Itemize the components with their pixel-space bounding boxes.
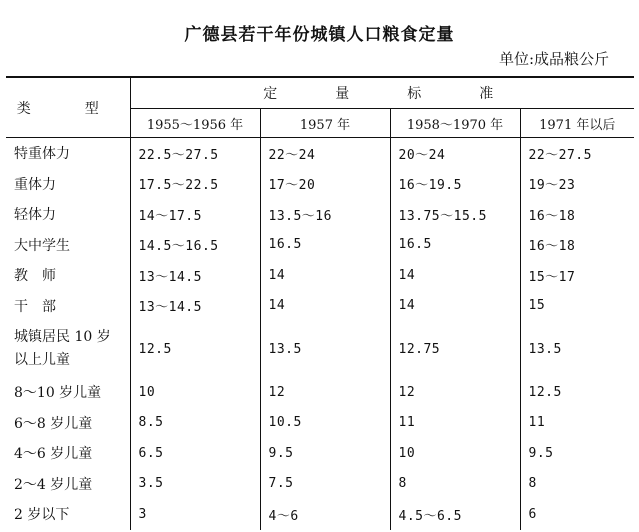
period-header: 1971 年以后 [520, 109, 634, 138]
row-value: 13～14.5 [130, 260, 260, 291]
table-row [6, 438, 634, 469]
row-value: 12.75 [390, 321, 520, 377]
table-row [6, 169, 634, 200]
row-value: 14 [260, 291, 390, 322]
row-value: 9.5 [528, 445, 554, 461]
row-value: 7.5 [260, 469, 390, 500]
type-header: 类 型 [6, 77, 130, 138]
row-value: 13.5 [260, 321, 390, 377]
row-value: 22～27.5 [528, 147, 592, 163]
row-category: 2 岁以下 [6, 499, 130, 530]
row-value: 13.5 [528, 341, 562, 357]
row-category: 干 部 [6, 291, 130, 322]
row-category: 教 师 [6, 260, 130, 291]
row-value: 13～14.5 [130, 291, 260, 322]
row-category: 城镇居民 10 岁以上儿童 [6, 321, 130, 377]
table-row [6, 260, 634, 291]
row-category: 6～8 岁儿童 [6, 408, 130, 439]
row-value: 8 [528, 476, 537, 492]
row-value: 11 [390, 408, 520, 439]
row-category: 4～6 岁儿童 [6, 438, 130, 469]
standard-header: 定量标准 [130, 77, 634, 109]
row-value: 14 [390, 260, 520, 291]
table-row [6, 138, 634, 169]
row-category: 重体力 [6, 169, 130, 200]
row-value: 4.5～6.5 [390, 499, 520, 530]
row-value: 10 [130, 377, 260, 408]
row-category: 特重体力 [6, 138, 130, 169]
table-row [6, 499, 634, 530]
row-value: 3.5 [130, 469, 260, 500]
table-row [6, 230, 634, 261]
table-row [6, 469, 634, 500]
row-value: 20～24 [390, 138, 520, 169]
row-value: 19～23 [528, 178, 576, 194]
row-value: 8.5 [130, 408, 260, 439]
row-value: 14.5～16.5 [130, 230, 260, 261]
row-value: 4～6 [260, 499, 390, 530]
row-value: 16.5 [390, 230, 520, 261]
row-value: 14 [390, 291, 520, 322]
row-value: 12.5 [528, 384, 562, 400]
period-header: 1957 年 [260, 109, 390, 138]
row-value: 13.5～16 [260, 199, 390, 230]
table-row [6, 321, 634, 377]
row-value: 13.75～15.5 [390, 199, 520, 230]
row-value: 11 [528, 415, 546, 431]
period-header: 1958～1970 年 [390, 109, 520, 138]
table-row [6, 199, 634, 230]
table-row [6, 291, 634, 322]
row-value: 22～24 [260, 138, 390, 169]
row-value: 16～18 [528, 208, 576, 224]
row-value: 12 [260, 377, 390, 408]
row-value: 10 [390, 438, 520, 469]
row-category: 8～10 岁儿童 [6, 377, 130, 408]
row-value: 12.5 [130, 321, 260, 377]
row-category: 轻体力 [6, 199, 130, 230]
row-value: 15～17 [528, 269, 576, 285]
period-header: 1955～1956 年 [130, 109, 260, 138]
table-row [6, 377, 634, 408]
row-value: 16.5 [260, 230, 390, 261]
row-value: 8 [390, 469, 520, 500]
row-value: 22.5～27.5 [130, 138, 260, 169]
ration-table [6, 76, 634, 530]
row-category: 2～4 岁儿童 [6, 469, 130, 500]
row-value: 6.5 [130, 438, 260, 469]
row-value: 12 [390, 377, 520, 408]
row-value: 16～19.5 [390, 169, 520, 200]
row-value: 14～17.5 [130, 199, 260, 230]
unit-label: 单位:成品粮公斤 [498, 50, 609, 68]
row-value: 16～18 [528, 239, 576, 255]
row-value: 9.5 [260, 438, 390, 469]
row-value: 15 [528, 298, 546, 314]
table-row [6, 408, 634, 439]
row-value: 10.5 [260, 408, 390, 439]
row-category: 大中学生 [6, 230, 130, 261]
row-value: 6 [528, 506, 537, 522]
page-title: 广德县若干年份城镇人口粮食定量 [184, 25, 455, 45]
row-value: 17.5～22.5 [130, 169, 260, 200]
row-value: 14 [260, 260, 390, 291]
row-value: 17～20 [260, 169, 390, 200]
row-value: 3 [130, 499, 260, 530]
